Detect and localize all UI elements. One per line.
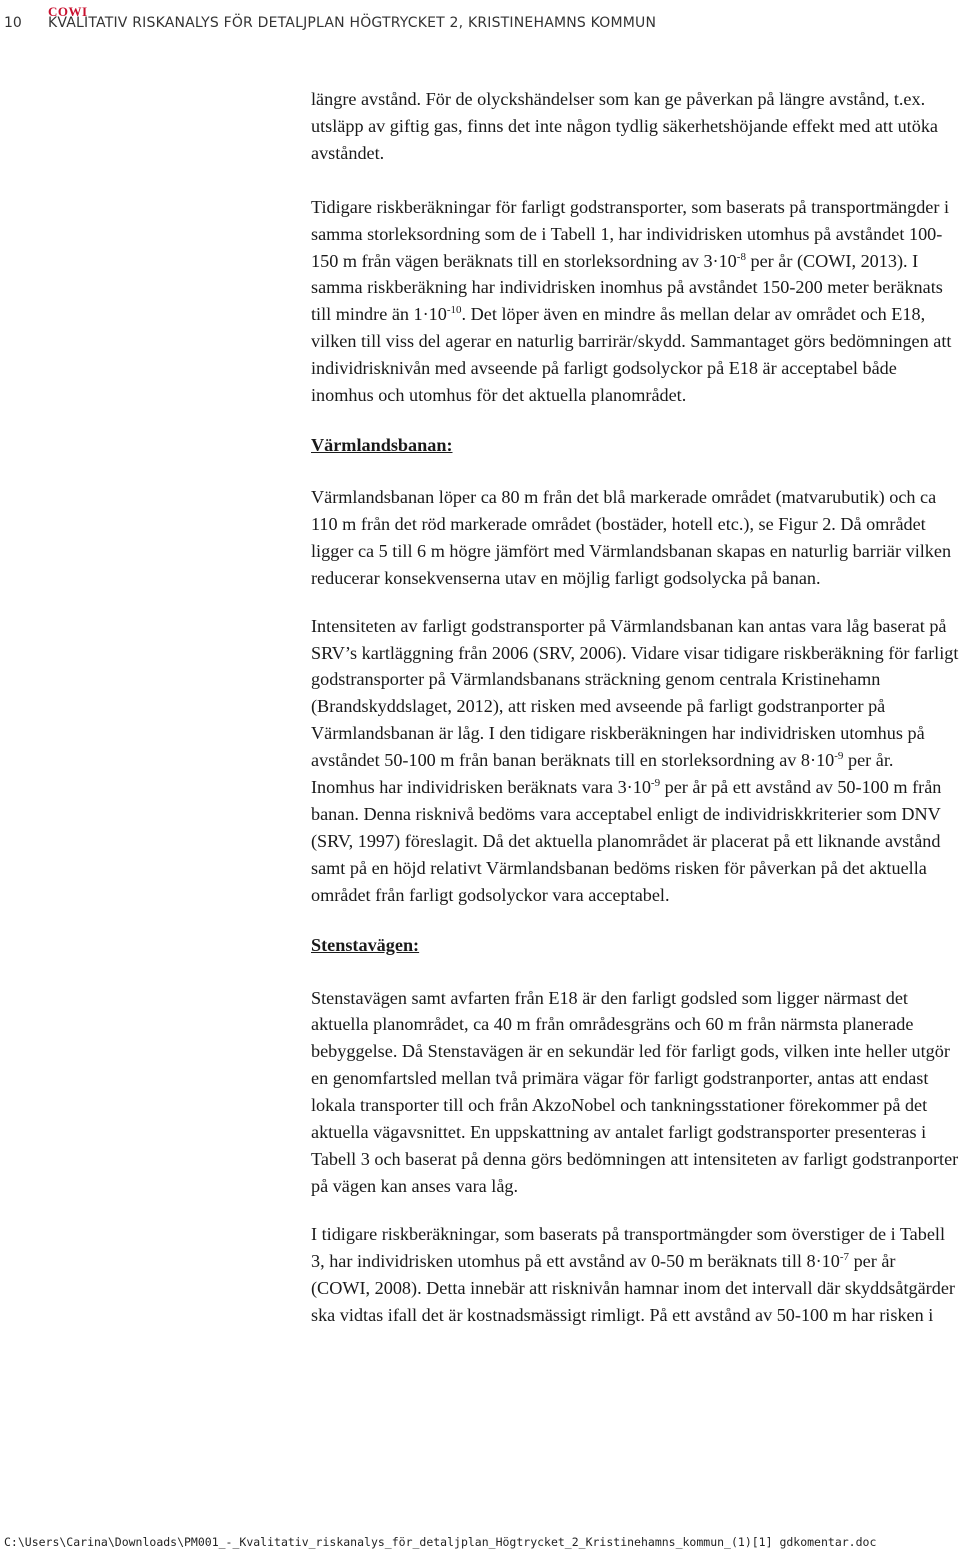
file-path-footer: C:\Users\Carina\Downloads\PM001_-_Kvalitativ_riskanalys_för_detaljplan_Högtrycket_2_Kristinehamns_kommun_(1)[1] gdkomentar.doc (4, 1535, 877, 1549)
paragraph-distance-effect: längre avstånd. För de olyckshändelser som kan ge påverkan på längre avstånd, t.ex. utsläpp av giftig gas, finns det inte någon tydlig säkerhetshöjande effekt med att utöka avståndet. (311, 89, 938, 163)
document-body (311, 86, 959, 1328)
exponent: -10 (446, 304, 462, 317)
page-number: 10 (4, 15, 22, 31)
text-span: . Det löper även en mindre ås mellan delar av området och E18, vilken till viss del agerar en naturlig barrirär/skydd. Sammantaget görs bedömningen att individrisknivån med avseende på farligt godsolyckor på E18 är acceptabel både inomhus och utomhus för det aktuella planområdet. (311, 304, 952, 406)
page-header (0, 0, 960, 40)
heading-varmlandsbanan: Värmlandsbanan: (311, 434, 453, 455)
paragraph-e18-risk (311, 194, 959, 409)
exponent: -9 (834, 750, 844, 763)
text-span: I tidigare riskberäkningar, som baserats på transportmängder som överstiger de i Tabell 3, har individrisken utomhus på ett avstånd av 0-50 m beräknats till 8·10 (311, 1223, 946, 1271)
text-span: per år (COWI, 2008). Detta innebär att risknivån hamnar inom det intervall där skyddsåtgärder ska vidtas ifall det är kostnadsmässigt rimligt. På ett avstånd av 50-100 m har risken i (311, 1250, 955, 1325)
exponent: -8 (736, 250, 746, 263)
text-span: per år. Inomhus har individrisken beräknats vara 3·10 (311, 750, 894, 798)
exponent: -9 (650, 777, 661, 790)
paragraph-stenstavagen-risk (311, 1221, 959, 1329)
paragraph-varmlandsbanan-location: Värmlandsbanan löper ca 80 m från det blå markerade området (matvarubutik) och ca 110 m från det röd markerade området (bostäder, hotell etc.), se Figur 2. Då området ligger ca 5 till 6 m högre jämfört med Värmlandsbanan skapas en naturlig barriär vilken reducerar konsekvenserna utav en möjlig farligt godsolycka på banan. (311, 486, 952, 588)
cowi-logo: COWI (48, 4, 88, 19)
text-span: per år på ett avstånd av 50-100 m från banan. Denna risknivå bedöms vara acceptabel enligt de individriskkriterier som DNV (SRV, 1997) föreslagit. Då det aktuella planområdet är placerat på ett liknande avstånd samt på en höjd relativt Värmlandsbanan bedöms risken för påverkan på det aktuella området från farligt godsolyckor vara acceptabel. (311, 777, 942, 905)
heading-stenstavagen: Stenstavägen: (311, 934, 420, 955)
text-span: Tidigare riskberäkningar för farligt godstransporter, som baserats på transportmängder i samma storleksordning som de i Tabell 1, har individrisken utomhus på avståndet 100-150 m från vägen beräknats till en storleksordning av 3·10 (311, 196, 950, 271)
paragraph-stenstavagen: Stenstavägen samt avfarten från E18 är den farligt godsled som ligger närmast det aktuella planområdet, ca 40 m från områdesgräns och 60 m från närmsta planerade bebyggelse. Då Stenstavägen är en sekundär led för farligt gods, vilken inte heller utgör en genomfartsled mellan två primära vägar för farligt godstranporter, antas att endast lokala transporter till och från AkzoNobel och tankningsstationer förekommer på det aktuella vägavsnittet. En uppskattning av antalet farligt godstransporter presenteras i Tabell 3 och baserat på denna görs bedömningen att intensiteten av farligt godstranporter på vägen kan anses vara låg. (311, 987, 959, 1196)
text-span: Intensiteten av farligt godstransporter på Värmlandsbanan kan antas vara låg baserat på SRV’s kartläggning från 2006 (SRV, 2006). Vidare visar tidigare riskberäkning för farligt godstransporter på Värmlandsbanans sträckning genom centrala Kristinehamn (Brandskyddslaget, 2012), att risken med avseende på farligt godstranporter på Värmlandsbanan är låg. I den tidigare riskberäkningen har individrisken utomhus på avståndet 50-100 m från banan beräknats till en storleksordning av 8·10 (311, 615, 959, 771)
running-title: KVALITATIV RISKANALYS FÖR DETALJPLAN HÖGTRYCKET 2, KRISTINEHAMNS KOMMUN (48, 15, 657, 31)
text-span: per år (COWI, 2013). I samma riskberäkning har individrisken inomhus på avståndet 150-200 meter beräknats till mindre än 1·10 (311, 250, 943, 325)
exponent: -7 (839, 1250, 850, 1263)
paragraph-varmlandsbanan-risk (311, 613, 959, 909)
